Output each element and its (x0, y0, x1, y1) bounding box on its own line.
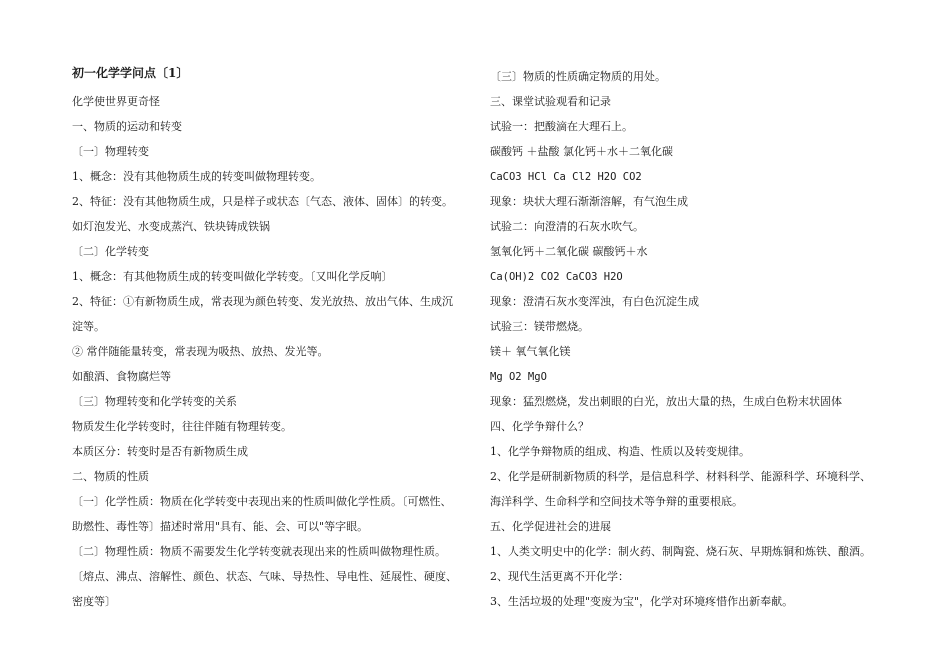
text-line: 3、生活垃圾的处理"变废为宝"，化学对环境疼惜作出新奉献。 (490, 595, 794, 608)
text-line: 海洋科学、生命科学和空间技术等争辩的重要根底。 (490, 495, 743, 508)
text-line: 物质发生化学转变时，往往伴随有物理转变。 (72, 420, 292, 433)
text-line: 化学使世界更奇怪 (72, 95, 160, 108)
section-heading: 三、课堂试验观看和记录 (490, 95, 611, 108)
section-heading: 五、化学促进社会的进展 (490, 520, 611, 533)
text-line: 现象：块状大理石渐渐溶解，有气泡生成 (490, 195, 688, 208)
text-line: 〔三〕物质的性质确定物质的用处。 (490, 70, 666, 83)
equation-formula: CaCO3 HCl Ca Cl2 H2O CO2 (490, 171, 642, 183)
text-line: 助燃性、毒性等〕描述时常用"具有、能、会、可以"等字眼。 (72, 520, 369, 533)
document-title: 初一化学学问点〔1〕 (72, 66, 189, 80)
text-line: 〔一〕化学性质：物质在化学转变中表现出来的性质叫做化学性质。〔可燃性、 (72, 495, 452, 508)
equation-words: 氢氧化钙＋二氧化碳 碳酸钙＋水 (490, 245, 648, 258)
text-line: 1、概念：没有其他物质生成的转变叫做物理转变。 (72, 170, 321, 183)
text-line: 如酿酒、食物腐烂等 (72, 370, 171, 383)
text-line: 〔熔点、沸点、溶解性、颜色、状态、气味、导热性、导电性、延展性、硬度、 (72, 570, 457, 583)
equation-words: 镁＋ 氧气氧化镁 (490, 345, 571, 358)
text-line: 试验三：镁带燃烧。 (490, 320, 589, 333)
equation-words: 碳酸钙 ＋盐酸 氯化钙＋水＋二氧化碳 (490, 145, 673, 158)
subsection-heading: 〔一〕物理转变 (72, 145, 149, 158)
equation-formula: Ca(OH)2 CO2 CaCO3 H2O (490, 271, 623, 283)
section-heading: 一、物质的运动和转变 (72, 120, 182, 133)
text-line: 试验一：把酸滴在大理石上。 (490, 120, 633, 133)
text-line: 如灯泡发光、水变成蒸汽、铁块铸成铁锅 (72, 220, 270, 233)
text-line: 2、特征：①有新物质生成，常表现为颜色转变、发光放热、放出气体、生成沉 (72, 295, 453, 308)
text-line: 1、化学争辩物质的组成、构造、性质以及转变规律。 (490, 445, 750, 458)
equation-formula: Mg O2 MgO (490, 371, 547, 383)
subsection-heading: 〔三〕物理转变和化学转变的关系 (72, 395, 237, 408)
section-heading: 二、物质的性质 (72, 470, 149, 483)
text-line: 现象：猛烈燃烧，发出刺眼的白光，放出大量的热，生成白色粉末状固体 (490, 395, 842, 408)
subsection-heading: 〔二〕化学转变 (72, 245, 149, 258)
text-line: 2、化学是研制新物质的科学，是信息科学、材料科学、能源科学、环境科学、 (490, 470, 871, 483)
text-line: 2、特征：没有其他物质生成，只是样子或状态〔气态、液体、固体〕的转变。 (72, 195, 453, 208)
text-line: 密度等〕 (72, 595, 116, 608)
text-line: 本质区分：转变时是否有新物质生成 (72, 445, 248, 458)
section-heading: 四、化学争辩什么？ (490, 420, 589, 433)
text-line: ② 常伴随能量转变，常表现为吸热、放热、发光等。 (72, 345, 329, 358)
text-line: 1、人类文明史中的化学：制火药、制陶瓷、烧石灰、早期炼铜和炼铁、酿酒。 (490, 545, 871, 558)
text-line: 淀等。 (72, 320, 105, 333)
text-line: 现象：澄清石灰水变浑浊，有白色沉淀生成 (490, 295, 699, 308)
text-line: 1、概念：有其他物质生成的转变叫做化学转变。〔又叫化学反响〕 (72, 270, 393, 283)
text-line: 〔二〕物理性质：物质不需要发生化学转变就表现出来的性质叫做物理性质。 (72, 545, 446, 558)
text-line: 试验二：向澄清的石灰水吹气。 (490, 220, 644, 233)
text-line: 2、现代生活更离不开化学： (490, 570, 629, 583)
